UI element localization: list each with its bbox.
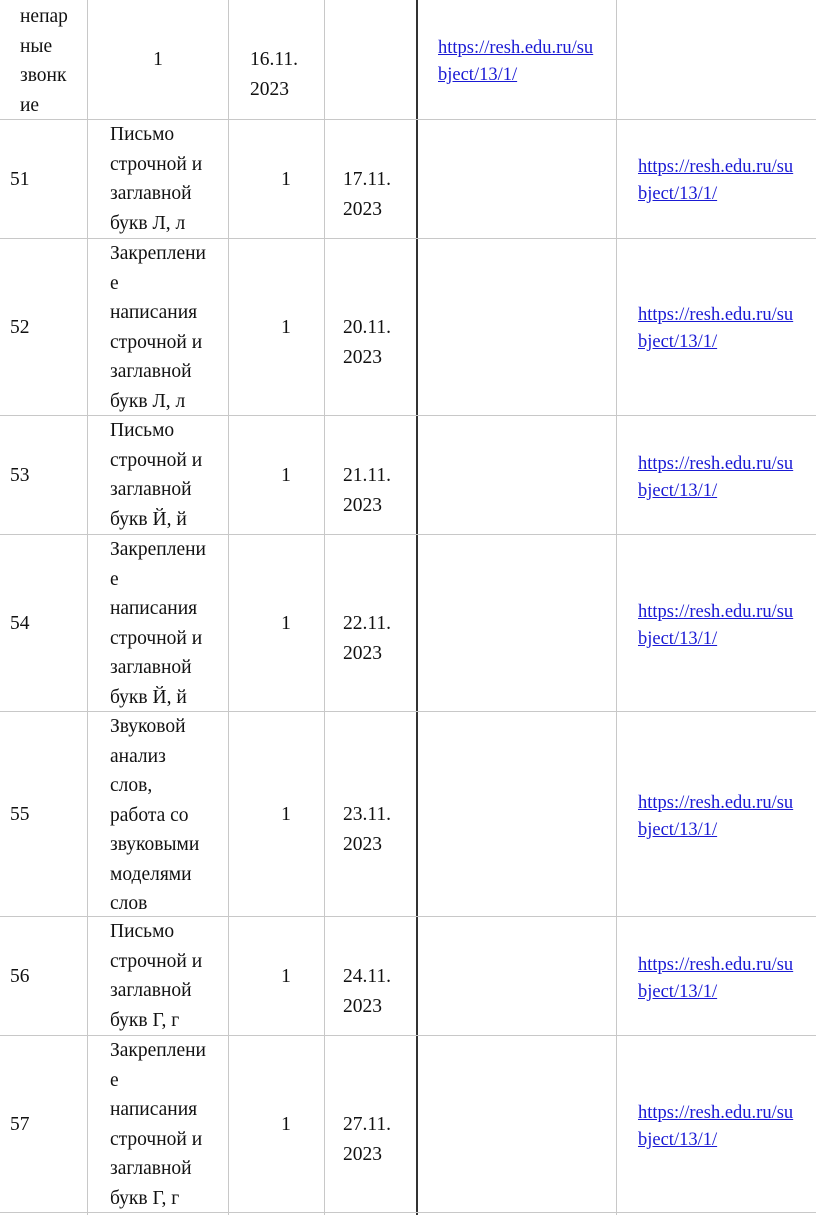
- lesson-topic: Закреплени е написания строчной и заглавной букв Г, г: [110, 1040, 206, 1209]
- lesson-date: 17.11. 2023: [343, 169, 392, 220]
- lesson-date: 16.11. 2023: [250, 49, 299, 100]
- lesson-hours: 1: [281, 1114, 291, 1135]
- lesson-topic: Закреплени е написания строчной и заглавной букв Й, й: [110, 539, 206, 708]
- lesson-hours: 1: [281, 804, 291, 825]
- lesson-hours: 1: [281, 169, 291, 190]
- lesson-number: 55: [10, 804, 30, 825]
- lesson-topic: Письмо строчной и заглавной букв Й, й: [110, 420, 203, 530]
- resource-link[interactable]: https://resh.edu.ru/su bject/13/1/: [638, 955, 794, 1002]
- lesson-topic: Письмо строчной и заглавной букв Л, л: [110, 124, 203, 234]
- column-divider: [616, 0, 617, 1215]
- lesson-hours: 1: [153, 49, 163, 70]
- column-divider: [416, 0, 418, 1215]
- lesson-topic: непар ные звонк ие: [20, 6, 68, 116]
- lesson-date: 21.11. 2023: [343, 465, 392, 516]
- resource-link[interactable]: https://resh.edu.ru/su bject/13/1/: [638, 602, 794, 649]
- lesson-number: 51: [10, 169, 30, 190]
- column-divider: [87, 0, 88, 1215]
- resource-link[interactable]: https://resh.edu.ru/su bject/13/1/: [638, 1103, 794, 1150]
- lesson-date: 24.11. 2023: [343, 966, 392, 1017]
- lesson-date: 27.11. 2023: [343, 1114, 392, 1165]
- lesson-hours: 1: [281, 613, 291, 634]
- lesson-hours: 1: [281, 317, 291, 338]
- lesson-number: 53: [10, 465, 30, 486]
- lesson-topic: Звуковой анализ слов, работа со звуковыми моделями слов: [110, 716, 200, 914]
- lesson-date: 20.11. 2023: [343, 317, 392, 368]
- lesson-number: 57: [10, 1114, 30, 1135]
- lesson-hours: 1: [281, 465, 291, 486]
- resource-link[interactable]: https://resh.edu.ru/su bject/13/1/: [438, 38, 594, 85]
- lesson-date: 23.11. 2023: [343, 804, 392, 855]
- resource-link[interactable]: https://resh.edu.ru/su bject/13/1/: [638, 793, 794, 840]
- lesson-date: 22.11. 2023: [343, 613, 392, 664]
- resource-link[interactable]: https://resh.edu.ru/su bject/13/1/: [638, 454, 794, 501]
- lesson-topic: Закреплени е написания строчной и заглавной букв Л, л: [110, 243, 206, 412]
- lesson-hours: 1: [281, 966, 291, 987]
- resource-link[interactable]: https://resh.edu.ru/su bject/13/1/: [638, 157, 794, 204]
- column-divider: [228, 0, 229, 1215]
- lesson-number: 56: [10, 966, 30, 987]
- resource-link[interactable]: https://resh.edu.ru/su bject/13/1/: [638, 305, 794, 352]
- lesson-topic: Письмо строчной и заглавной букв Г, г: [110, 921, 203, 1031]
- lesson-number: 54: [10, 613, 30, 634]
- lesson-number: 52: [10, 317, 30, 338]
